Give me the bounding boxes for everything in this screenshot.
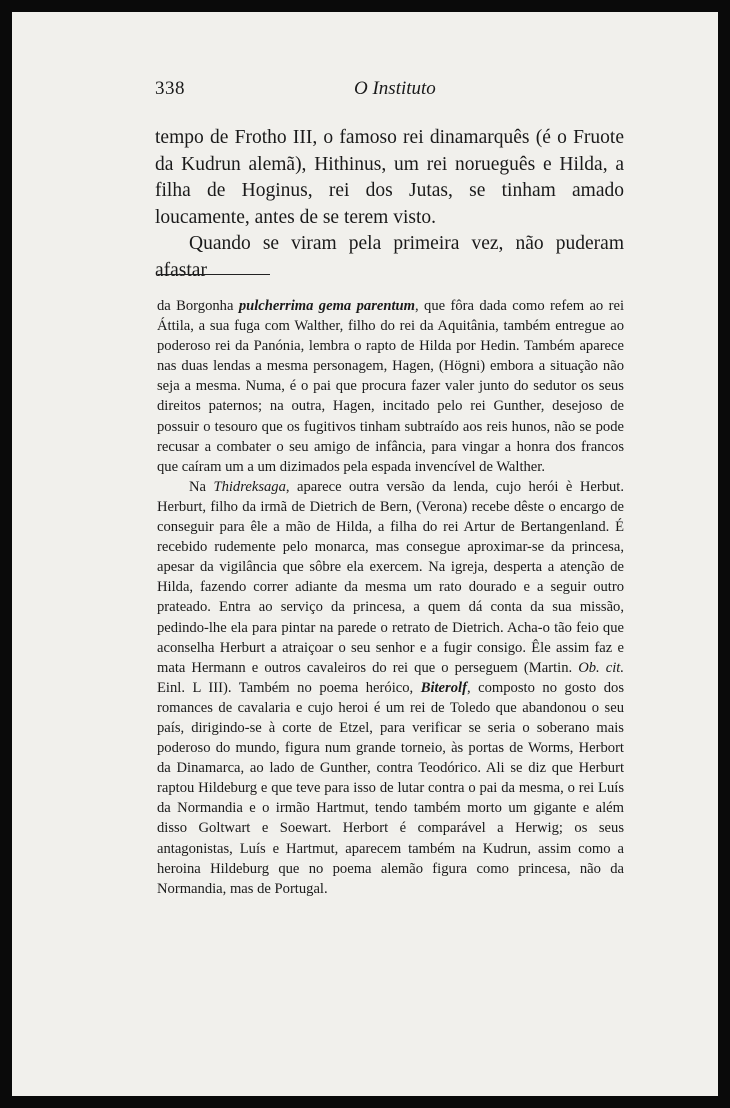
footnote-text: Na — [189, 478, 214, 495]
book-page — [12, 12, 718, 1096]
footnote-text: , que fôra dada como refem ao rei Áttila, a sua fuga com Walther, filho do rei da Aquitânia, também entregue ao poderoso rei da Panónia, lembra o rapto de Hilda por Hedin. Também aparece nas duas lendas a mesma personagem, Hagen, (Högni) embora a situação não seja a mesma. Numa, é o pai que procura fazer valer junto do sedutor os seus direitos paternos; na outra, Hagen, incitado pelo rei Gunther, desejoso de possuir o tesouro que os fugitivos tinham subtraído aos reis hunos, não se pode recusar a combater o seu amigo de infância, para vingar a honra dos francos que caíram um a um dizimados pela espada invencível de Walther. — [157, 298, 624, 475]
footnote-paragraph-2 — [157, 477, 624, 899]
footnote-text: , aparece outra versão da lenda, cujo herói è Herbut. Herburt, filho da irmã de Dietrich de Bern, (Verona) recebe dêste o encargo de conseguir para êle a mão de Hilda, a filha do rei Artur de Bertangenland. É recebido rudemente pelo monarca, mas consegue aproximar-se da princesa, apesar da vigilância que sôbre ela exercem. Na igreja, desperta a atenção de Hilda, fazendo correr adiante da mesma um rato dourado e a seguir outro prateado. Entra ao serviço da princesa, a quem dá conta da sua missão, pedindo-lhe ela para pintar na parede o retrato de Dietrich. Acha-o tão feio que aconselha Herburt a atraiçoar o seu senhor e a fugir consigo. Êle assim faz e mata Hermann e outros cavaleiros do rei que o perseguem (Martin. — [157, 478, 624, 676]
footnote-paragraph-1 — [157, 296, 624, 477]
footnote-text: Einl. L III). Também no poema heróico, — [157, 679, 421, 696]
running-title: O Instituto — [354, 78, 436, 99]
footnote-text: da Borgonha — [157, 298, 239, 314]
main-paragraph-2: Quando se viram pela primeira vez, não puderam afastar — [155, 233, 624, 281]
page-header — [155, 78, 606, 104]
saga-title: Thidreksaga — [213, 478, 286, 495]
footnote — [157, 296, 624, 899]
main-text — [155, 125, 624, 284]
footnote-emphasis: pulcherrima gema parentum — [238, 298, 415, 314]
page-number: 338 — [155, 78, 185, 99]
footnote-text: , composto no gosto dos romances de cavalaria e cujo heroi é um rei de Toledo que abandonou o seu país, dirigindo-se à corte de Etzel, para verificar se seria o soberano mais poderoso do mundo, figura num grande torneio, às portas de Worms, Herbort da Dinamarca, ao lado de Gunther, contra Teodórico. Ali se diz que Herburt raptou Hildeburg e que teve para isso de lutar contra o pai da mesma, o rei Luís da Normandia e o irmão Hartmut, tendo também morto um gigante e além disso Goltwart e Soewart. Herbort é comparável a Herwig; os seus antagonistas, Luís e Hartmut, aparecem também na Kudrun, assim como a heroina Hildeburg que no poema alemão figura como princesa, não da Normandia, mas de Portugal. — [157, 679, 624, 897]
footnote-separator — [158, 274, 270, 275]
citation-abbrev: Ob. cit. — [578, 659, 624, 676]
main-paragraph-1: tempo de Frotho III, o famoso rei dinamarquês (é o Fruote da Kudrun alemã), Hithinus, um rei norueguês e Hilda, a filha de Hoginus, rei dos Jutas, se tinham amado loucamente, antes de se terem visto. — [155, 127, 624, 228]
poem-title: Biterolf — [420, 679, 467, 696]
